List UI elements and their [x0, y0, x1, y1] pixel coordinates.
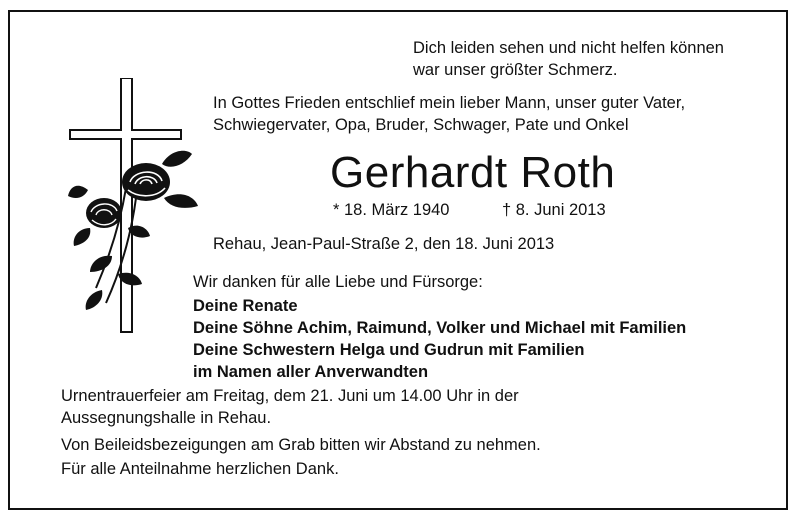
family-line: Deine Söhne Achim, Raimund, Volker und Michael mit Familien	[193, 319, 687, 337]
place-and-date: Rehau, Jean-Paul-Straße 2, den 18. Juni 2013	[213, 235, 555, 253]
intro-line-1: In Gottes Frieden entschlief mein lieber Mann, unser guter Vater,	[213, 94, 686, 112]
ceremony-text	[61, 385, 519, 429]
thanks-text: Wir danken für alle Liebe und Fürsorge:	[193, 273, 483, 291]
deceased-name: Gerhardt Roth	[330, 148, 616, 197]
family-list	[193, 295, 686, 383]
cross-with-rose-icon	[66, 78, 201, 333]
birth-date: * 18. März 1940	[333, 201, 450, 219]
closing-text: Für alle Anteilnahme herzlichen Dank.	[61, 460, 339, 478]
ceremony-line-1: Urnentrauerfeier am Freitag, dem 21. Juni um 14.00 Uhr in der	[61, 387, 519, 405]
intro-line-2: Schwiegervater, Opa, Bruder, Schwager, Pate und Onkel	[213, 116, 629, 134]
family-line: im Namen aller Anverwandten	[193, 363, 429, 381]
ceremony-line-2: Aussegnungshalle in Rehau.	[61, 409, 272, 427]
condolence-text: Von Beileidsbezeigungen am Grab bitten wir Abstand zu nehmen.	[61, 436, 541, 454]
quote-line-1: Dich leiden sehen und nicht helfen können	[413, 39, 724, 57]
quote-line-2: war unser größter Schmerz.	[413, 61, 618, 79]
death-date: † 8. Juni 2013	[502, 201, 606, 219]
family-line: Deine Schwestern Helga und Gudrun mit Familien	[193, 341, 585, 359]
family-line: Deine Renate	[193, 297, 298, 315]
quote-text	[413, 37, 724, 81]
intro-text	[213, 92, 685, 136]
